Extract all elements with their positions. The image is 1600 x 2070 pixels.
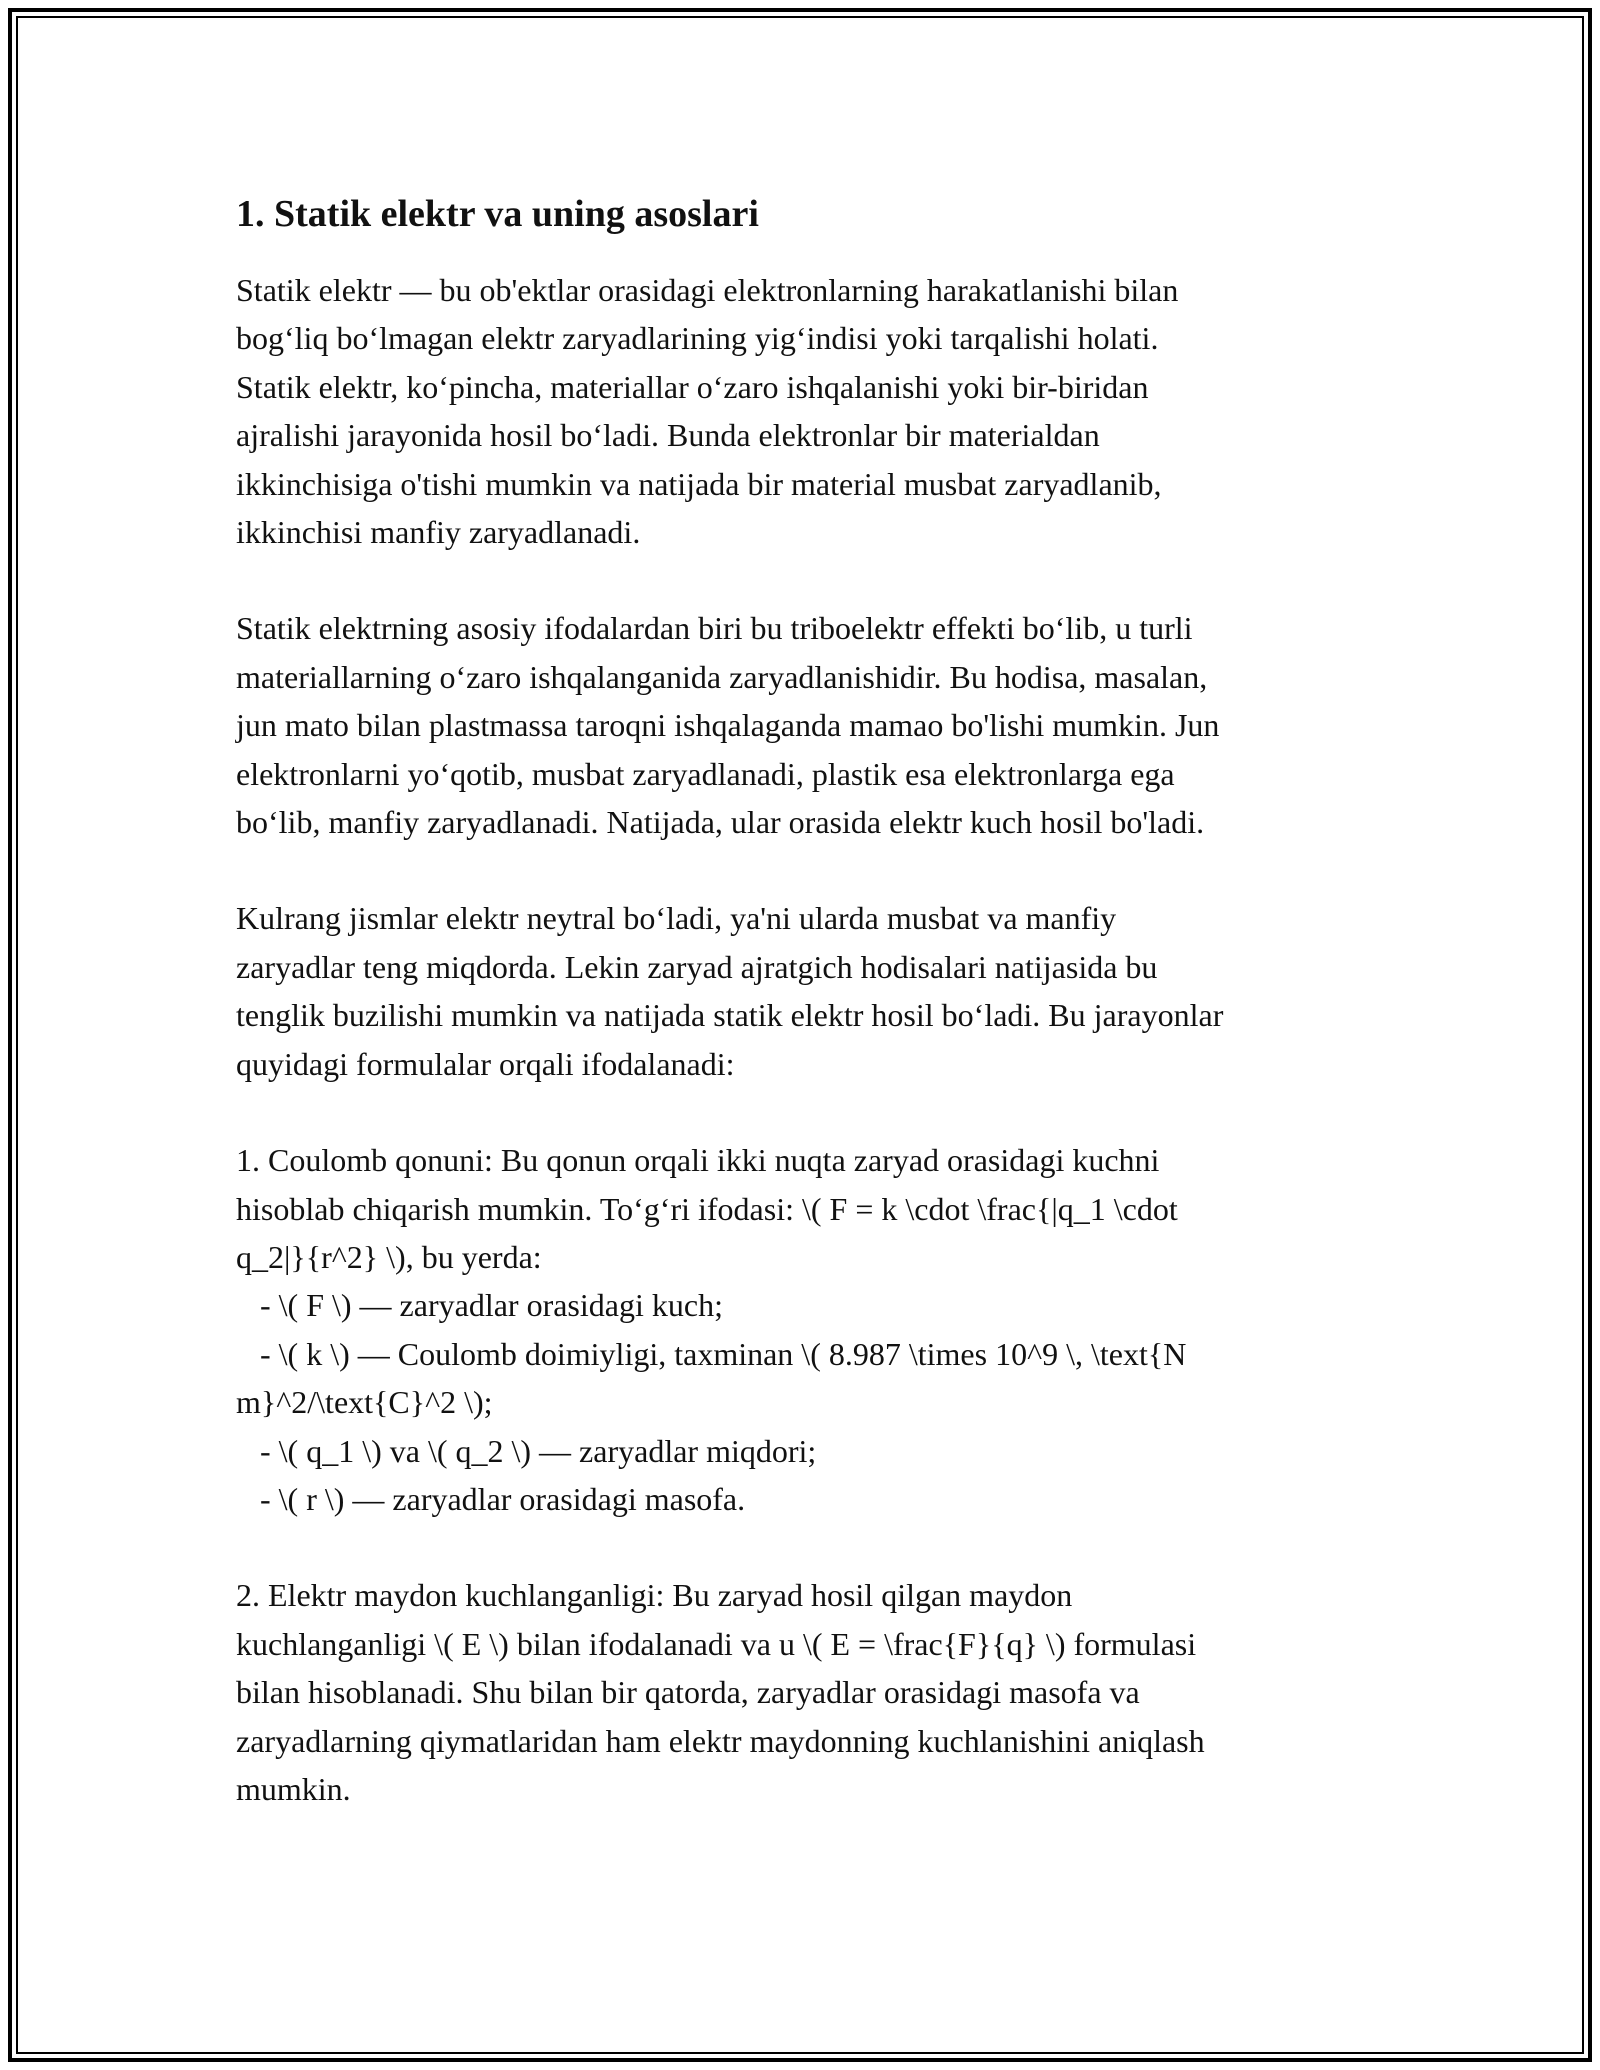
text-line: ajralishi jarayonida hosil bo‘ladi. Bunda elektronlar bir materialdan [236,417,1100,454]
paragraph-electric-field [236,1571,1376,1813]
text-line: Kulrang jismlar elektr neytral bo‘ladi, ya'ni ularda musbat va manfiy [236,900,1117,937]
text-line: 2. Elektr maydon kuchlanganligi: Bu zaryad hosil qilgan maydon [236,1577,1073,1614]
list-item: - \( k \) — Coulomb doimiyligi, taxminan \( 8.987 \times 10^9 \, \text{N [236,1335,1187,1372]
text-line: q_2|}{r^2} \), bu yerda: [236,1238,542,1275]
text-line: hisoblab chiqarish mumkin. To‘g‘ri ifodasi: \( F = k \cdot \frac{|q_1 \cdot [236,1190,1178,1227]
paragraph-neutral-bodies [236,894,1376,1088]
text-line: 1. Coulomb qonuni: Bu qonun orqali ikki nuqta zaryad orasidagi kuchni [236,1142,1160,1179]
list-item: - \( F \) — zaryadlar orasidagi kuch; [236,1287,723,1324]
text-line: quyidagi formulalar orqali ifodalanadi: [236,1045,735,1082]
text-line: bilan hisoblanadi. Shu bilan bir qatorda, zaryadlar orasidagi masofa va [236,1674,1140,1711]
text-line: jun mato bilan plastmassa taroqni ishqalaganda mamao bo'lishi mumkin. Jun [236,707,1220,744]
paragraph-static-electricity-definition [236,266,1376,556]
text-line: zaryadlar teng miqdorda. Lekin zaryad ajratgich hodisalari natijasida bu [236,948,1158,985]
paragraph-coulomb-law [236,1136,1376,1523]
text-line: materiallarning o‘zaro ishqalanganida zaryadlanishidir. Bu hodisa, masalan, [236,658,1208,695]
text-line: zaryadlarning qiymatlaridan ham elektr maydonning kuchlanishini aniqlash [236,1722,1205,1759]
text-line: ikkinchisiga o'tishi mumkin va natijada bir material musbat zaryadlanib, [236,465,1162,502]
document-body [236,188,1376,1861]
text-line: ikkinchisi manfiy zaryadlanadi. [236,514,641,551]
list-item: - \( r \) — zaryadlar orasidagi masofa. [236,1480,746,1517]
text-line: mumkin. [236,1770,351,1807]
text-line: elektronlarni yo‘qotib, musbat zaryadlanadi, plastik esa elektronlarga ega [236,755,1175,792]
text-line: Statik elektr — bu ob'ektlar orasidagi elektronlarning harakatlanishi bilan [236,272,1179,308]
section-heading: 1. Statik elektr va uning asoslari [236,193,759,235]
paragraph-triboelectric-effect [236,604,1376,846]
text-line: bo‘lib, manfiy zaryadlanadi. Natijada, ular orasida elektr kuch hosil bo'ladi. [236,804,1205,841]
text-line: Statik elektrning asosiy ifodalardan biri bu triboelektr effekti bo‘lib, u turli [236,610,1193,647]
text-line: tenglik buzilishi mumkin va natijada statik elektr hosil bo‘ladi. Bu jarayonlar [236,997,1224,1034]
text-line: bog‘liq bo‘lmagan elektr zaryadlarining yig‘indisi yoki tarqalishi holati. [236,320,1159,357]
text-line: m}^2/\text{C}^2 \); [236,1384,493,1421]
list-item: - \( q_1 \) va \( q_2 \) — zaryadlar miqdori; [236,1432,817,1469]
text-line: kuchlanganligi \( E \) bilan ifodalanadi va u \( E = \frac{F}{q} \) formulasi [236,1625,1197,1662]
text-line: Statik elektr, ko‘pincha, materiallar o‘zaro ishqalanishi yoki bir-biridan [236,368,1149,405]
